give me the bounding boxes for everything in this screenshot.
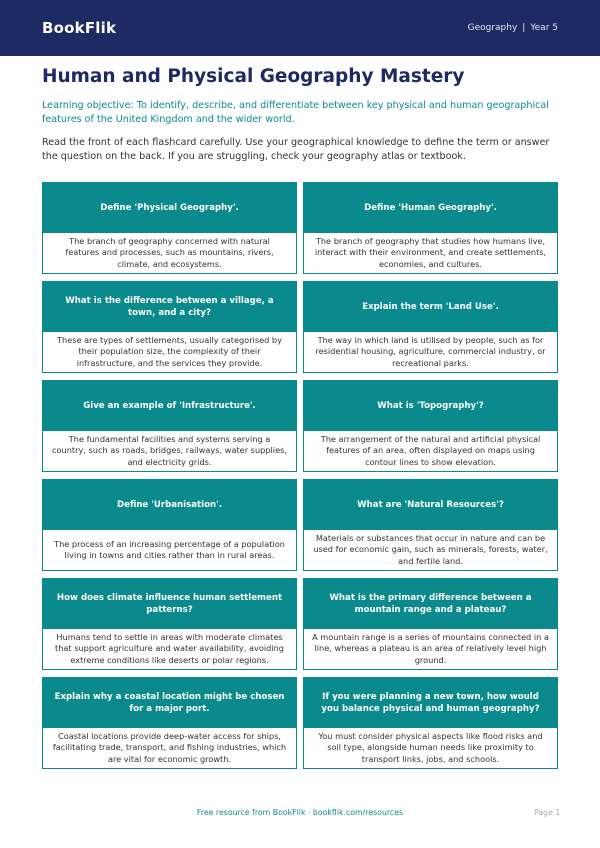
flashcard-front: What are 'Natural Resources'? — [304, 480, 557, 530]
flashcard-back: The fundamental facilities and systems serving a country, such as roads, bridges, railways, water supplies, and electricity grids. — [52, 433, 287, 467]
flashcard-front: Define 'Urbanisation'. — [43, 480, 296, 530]
flashcard-back: These are types of settlements, usually categorised by their population size, the complexity of their infrastructure, and the services they provide. — [57, 334, 282, 368]
flashcard[interactable] — [42, 281, 297, 373]
page-title: Human and Physical Geography Mastery — [42, 66, 465, 87]
flashcard-back: You must consider physical aspects like flood risks and soil type, alongside human needs like proximity to transport links, jobs, and schools. — [318, 730, 543, 764]
flashcard-back: The process of an increasing percentage of a population living in towns and cities rather than in rural areas. — [54, 538, 285, 560]
year-label: Year 5 — [530, 23, 558, 33]
flashcard-front: How does climate influence human settlement patterns? — [43, 579, 296, 629]
meta-separator: | — [522, 23, 526, 33]
flashcard[interactable] — [42, 182, 297, 274]
flashcard-front: Explain the term 'Land Use'. — [304, 282, 557, 332]
flashcard-front: Define 'Human Geography'. — [304, 183, 557, 233]
flashcard-back: The way in which land is utilised by people, such as for residential housing, agriculture, commercial industry, or recreational parks. — [315, 334, 546, 368]
flashcard-back: The branch of geography that studies how humans live, interact with their environment, and create settlements, economies, and cultures. — [314, 235, 547, 269]
flashcard-front: Define 'Physical Geography'. — [43, 183, 296, 233]
flashcard-back: A mountain range is a series of mountains connected in a line, whereas a plateau is an area of relatively level high ground. — [312, 631, 549, 665]
flashcard[interactable] — [303, 281, 558, 373]
flashcard[interactable] — [42, 380, 297, 472]
flashcard-front: Explain why a coastal location might be chosen for a major port. — [43, 678, 296, 728]
flashcard-front: What is the difference between a village, a town, and a city? — [43, 282, 296, 332]
flashcard-back: Materials or substances that occur in nature and can be used for economic gain, such as minerals, forests, water, and fertile land. — [313, 532, 548, 566]
flashcard-back: The arrangement of the natural and artificial physical features of an area, often displayed on maps using contour lines to show elevation. — [320, 433, 541, 467]
footer-link[interactable]: Free resource from BookFlik · bookflik.com/resources — [196, 808, 404, 817]
header-meta — [468, 23, 558, 33]
flashcard-front: What is 'Topography'? — [304, 381, 557, 431]
instructions: Read the front of each flashcard carefully. Use your geographical knowledge to define the term or answer the question on the back. If you are struggling, check your geography atlas or textbook. — [42, 137, 550, 162]
flashcard-front: What is the primary difference between a mountain range and a plateau? — [304, 579, 557, 629]
learning-objective: Learning objective: To identify, describe, and differentiate between key physical and human geographical features of the United Kingdom and the wider world. — [42, 100, 549, 125]
flashcard[interactable] — [42, 677, 297, 769]
flashcard[interactable] — [303, 479, 558, 571]
flashcard[interactable] — [42, 479, 297, 571]
flashcard[interactable] — [303, 578, 558, 670]
flashcard-front: If you were planning a new town, how would you balance physical and human geography? — [304, 678, 557, 728]
flashcard[interactable] — [42, 578, 297, 670]
flashcard[interactable] — [303, 182, 558, 274]
flashcard-back: Humans tend to settle in areas with moderate climates that support agriculture and water availability, avoiding extreme conditions like deserts or polar regions. — [55, 631, 284, 665]
page-header — [0, 0, 600, 56]
flashcard-back: Coastal locations provide deep-water access for ships, facilitating trade, transport, and fishing industries, which are vital for economic growth. — [52, 730, 287, 764]
flashcard-back: The branch of geography concerned with natural features and processes, such as mountains, rivers, climate, and ecosystems. — [65, 235, 274, 269]
page-number: Page 1 — [534, 808, 561, 817]
flashcard-front: Give an example of 'Infrastructure'. — [43, 381, 296, 431]
flashcard[interactable] — [303, 677, 558, 769]
flashcard[interactable] — [303, 380, 558, 472]
subject-label: Geography — [467, 23, 518, 33]
brand-logo[interactable]: BookFlik — [42, 19, 117, 37]
